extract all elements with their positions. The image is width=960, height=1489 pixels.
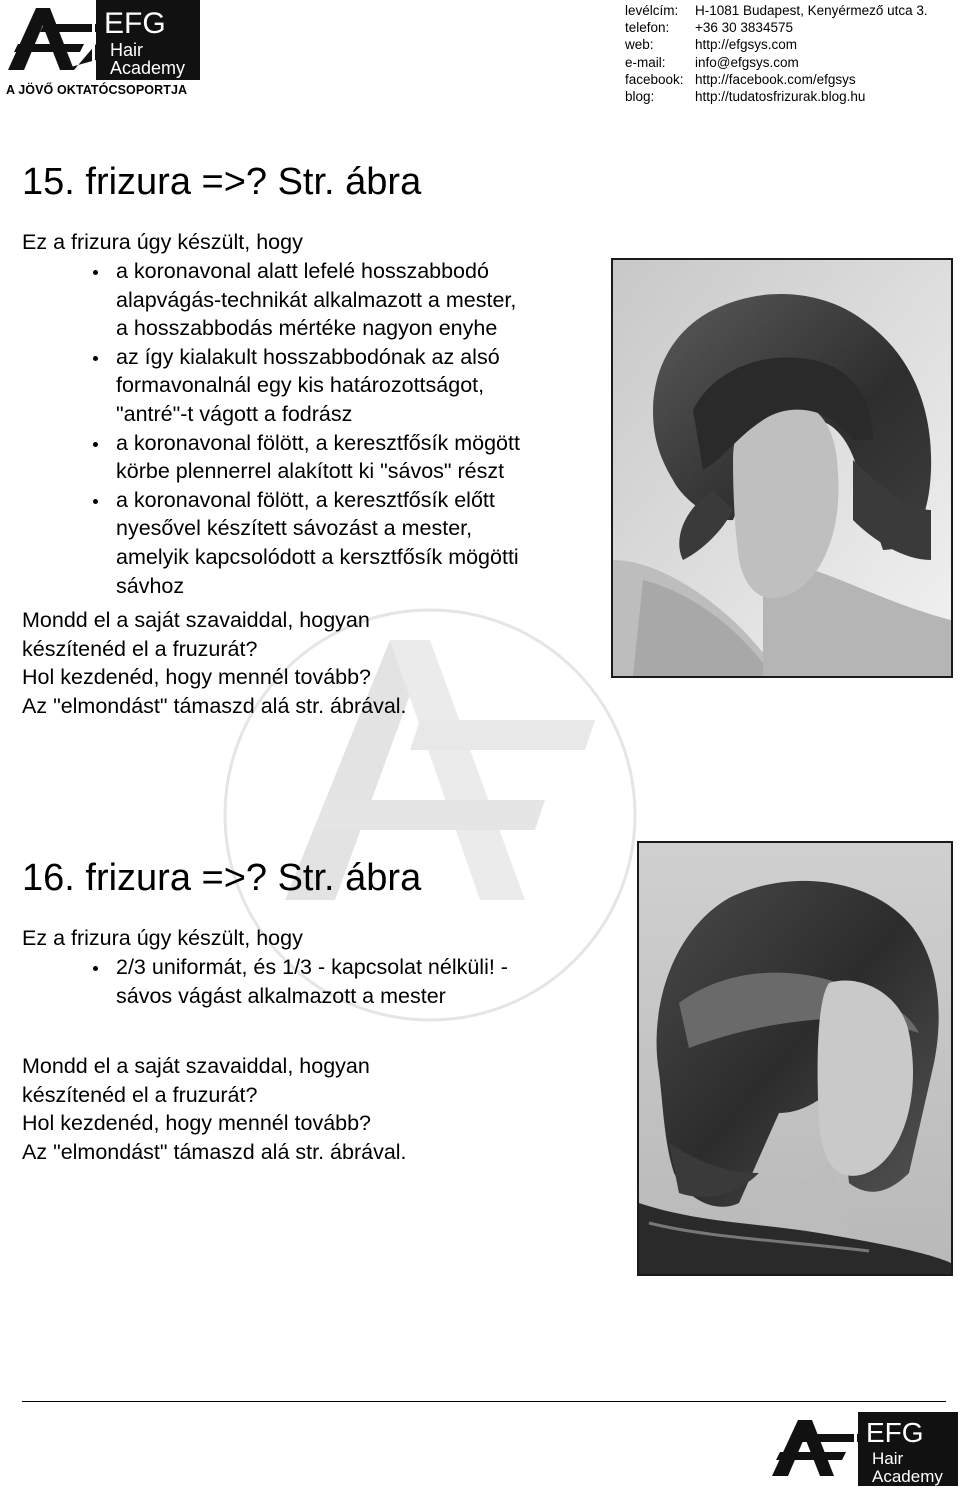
footer-logo-line2: Academy [872,1467,943,1486]
hairstyle-16-photo [637,841,953,1276]
contact-web-label: web: [625,37,654,53]
list-item: a koronavonal fölött, a keresztfősík előtt nyesővel készített sávozást a mester, amelyik kapcsolódott a kersztfősík mögötti sávhoz [90,486,610,600]
closing-line: Hol kezdenéd, hogy mennél tovább? [22,665,372,690]
footer-logo-line1: Hair [872,1449,904,1468]
section-16-bullets [90,953,610,1010]
hairstyle-15-photo [611,258,953,678]
contact-email-link[interactable]: info@efgsys.com [695,54,799,70]
footer-logo-letters: EFG [866,1417,924,1448]
contact-phone-label: telefon: [625,20,670,36]
section-15-bullets [90,257,610,600]
contact-facebook-link[interactable]: http://facebook.com/efgsys [695,71,856,87]
section-16-title: 16. frizura =>? Str. ábra [22,857,422,899]
contact-address-value: H-1081 Budapest, Kenyérmező utca 3. [695,3,928,18]
contact-email-label: e-mail: [625,54,666,70]
efg-logo [0,0,200,80]
contact-blog-link[interactable]: http://tudatosfrizurak.blog.hu [695,88,866,104]
closing-line: Az "elmondást" támaszd alá str. ábrával. [22,1139,407,1164]
list-item: a koronavonal fölött, a keresztfősík mögött körbe plennerrel alakított ki "sávos" részt [90,429,610,486]
list-item: az így kialakult hosszabbodónak az alsó formavonalnál egy kis határozottságot, "antré"-t vágott a fodrász [90,343,610,429]
logo-line2: Academy [110,58,186,78]
section-15-intro: Ez a frizura úgy készült, hogy [22,230,303,254]
contact-phone-value: +36 30 3834575 [695,20,793,36]
section-16-closing [22,1052,407,1166]
logo-letters: EFG [104,7,166,40]
contact-address-label: levélcím: [625,3,679,18]
closing-line: Az "elmondást" támaszd alá str. ábrával. [22,693,407,718]
closing-line: Hol kezdenéd, hogy mennél tovább? [22,1111,372,1136]
section-16-intro: Ez a frizura úgy készült, hogy [22,926,303,950]
logo-tagline: A JÖVŐ OKTATÓCSOPORTJA [6,83,188,97]
closing-line: Mondd el a saját szavaiddal, hogyan [22,1054,370,1078]
hairstyle-15-image [613,260,951,676]
logo-line1: Hair [110,40,144,60]
contact-facebook-label: facebook: [625,71,684,87]
list-item: 2/3 uniformát, és 1/3 - kapcsolat nélküli! - sávos vágást alkalmazott a mester [90,953,610,1010]
section-15-title: 15. frizura =>? Str. ábra [22,161,422,203]
closing-line: Mondd el a saját szavaiddal, hogyan [22,608,370,632]
footer-divider [22,1401,946,1402]
hairstyle-16-image [639,843,951,1274]
footer-efg-logo [762,1412,958,1486]
contact-web-link[interactable]: http://efgsys.com [695,37,798,53]
section-15-closing [22,606,407,720]
contact-blog-label: blog: [625,88,655,104]
closing-line: készítenéd el a fruzurát? [22,1082,258,1107]
closing-line: készítenéd el a fruzurát? [22,636,258,661]
list-item: a koronavonal alatt lefelé hosszabbodó alapvágás-technikát alkalmazott a mester, a hosszabbodás mértéke nagyon enyhe [90,257,610,343]
